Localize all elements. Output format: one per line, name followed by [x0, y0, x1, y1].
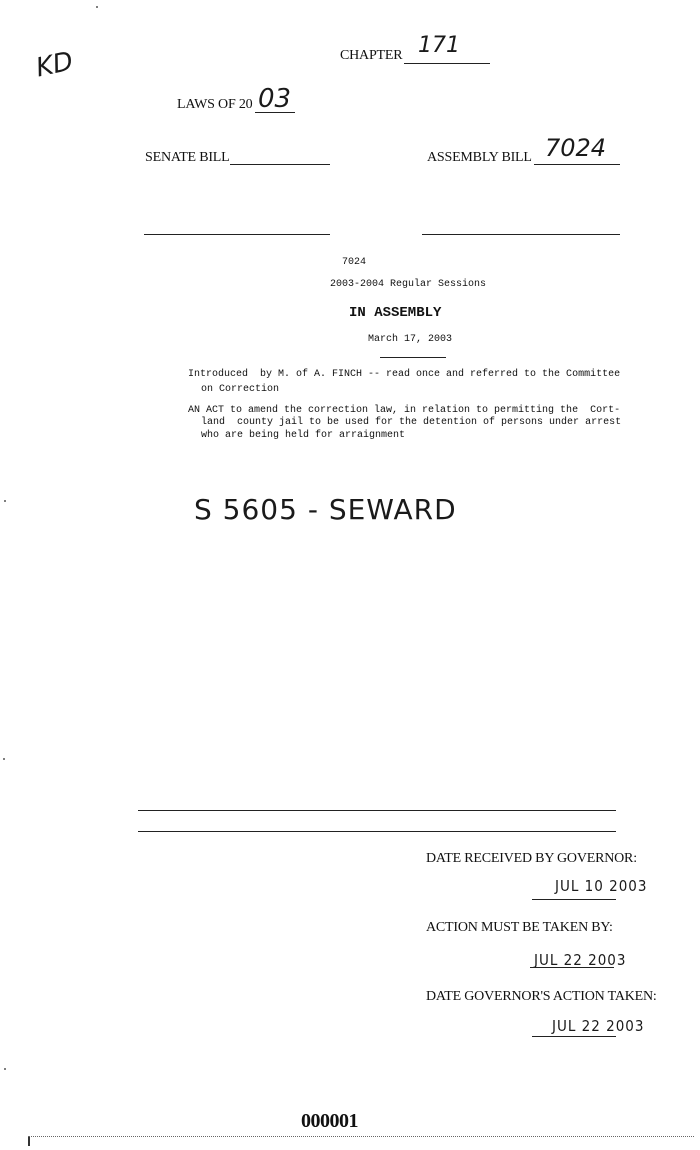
introduced-line-1: Introduced by M. of A. FINCH -- read once and referred to the Committee [188, 369, 621, 380]
bill-date-rule [380, 357, 446, 358]
separator-rule-bottom [138, 831, 616, 832]
received-label: DATE RECEIVED BY GOVERNOR: [426, 851, 637, 866]
laws-year: 03 [258, 84, 292, 114]
bill-house-heading: IN ASSEMBLY [349, 305, 442, 321]
blank-line-left [144, 234, 330, 235]
bill-number: 7024 [342, 257, 367, 268]
page-number: 000001 [301, 1110, 358, 1132]
introduced-line-2: on Correction [201, 384, 280, 395]
action-by-date-stamp: JUL 22 2003 [534, 951, 627, 969]
senate-bill-label: SENATE BILL [145, 150, 230, 165]
scan-speck [4, 1068, 6, 1070]
scan-speck [3, 758, 5, 760]
laws-label: LAWS OF 20 [177, 97, 253, 112]
chapter-underline [404, 63, 490, 64]
chapter-number: 171 [418, 33, 460, 58]
bill-session: 2003-2004 Regular Sessions [330, 279, 487, 290]
handwritten-initials: KD [33, 46, 76, 84]
blank-line-right [422, 234, 620, 235]
senate-bill-underline [230, 164, 330, 165]
separator-rule-top [138, 810, 616, 811]
action-by-underline [530, 967, 614, 968]
act-line-3: who are being held for arraignment [201, 430, 406, 441]
chapter-label: CHAPTER [340, 48, 403, 63]
action-by-label: ACTION MUST BE TAKEN BY: [426, 920, 613, 935]
action-taken-underline [532, 1036, 616, 1037]
scan-speck [96, 6, 98, 8]
bill-date: March 17, 2003 [368, 334, 453, 345]
act-line-1: AN ACT to amend the correction law, in relation to permitting the Cort- [188, 405, 621, 416]
assembly-bill-underline [534, 164, 620, 165]
assembly-bill-value: 7024 [545, 134, 607, 162]
handwritten-senate-note: S 5605 - SEWARD [194, 493, 457, 526]
action-taken-date-stamp: JUL 22 2003 [552, 1017, 645, 1035]
received-date-stamp: JUL 10 2003 [555, 877, 648, 895]
act-line-2: land county jail to be used for the detention of persons under arrest [201, 417, 622, 428]
assembly-bill-label: ASSEMBLY BILL [427, 150, 532, 165]
received-date-underline [532, 899, 616, 900]
scan-edge-corner [28, 1136, 30, 1146]
scan-edge-dotted-line [28, 1136, 694, 1137]
scan-speck [4, 500, 6, 502]
action-taken-label: DATE GOVERNOR'S ACTION TAKEN: [426, 989, 657, 1004]
